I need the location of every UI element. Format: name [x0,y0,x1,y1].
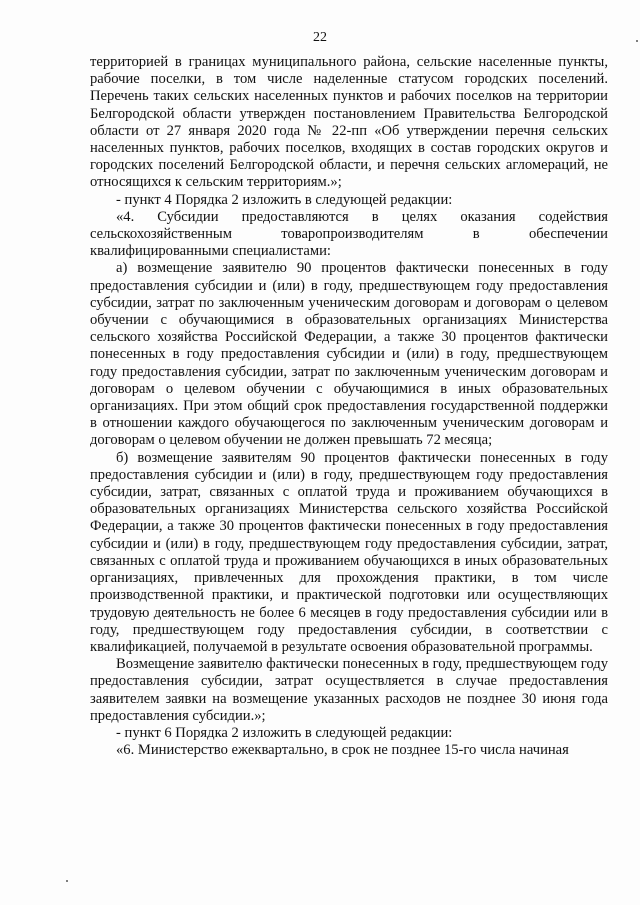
page-number: 22 [313,30,327,45]
paragraph-amend-item-6: - пункт 6 Порядка 2 изложить в следующей редакции: [116,724,453,741]
scan-speck [66,880,68,882]
paragraph-reimbursement: Возмещение заявителю фактически понесенных в году, предшествующем году предоставления субсидии, затрат осуществляется в случае предоставления заявителем заявки на возмещение указанных расходов не позднее 30 июня года предоставления субсидии.»; [90,656,608,724]
paragraph-item-4: «4. Субсидии предоставляются в целях оказания содействия сельскохозяйственным товаропроизводителям в обеспечении квалифицированными специалистами: [90,208,608,260]
paragraph-amend-item-4: - пункт 4 Порядка 2 изложить в следующей редакции: [116,191,453,208]
paragraph-item-6: «6. Министерство ежеквартально, в срок не позднее 15-го числа начиная [116,742,569,759]
document-body [90,54,608,759]
paragraph-continuation: территорией в границах муниципального района, сельские населенные пункты, рабочие поселки, в том числе наделенные статусом городских поселений. Перечень таких сельских населенных пунктов и рабочих поселков на территории Белгородской области утвержден постановлением Правительства Белгородской области от 27 января 2020 года № 22-пп «Об утверждении перечня сельских населенных пунктов, рабочих поселков, входящих в состав городских округов и городских поселений Белгородской области, и перечня сельских агломераций, не относящихся к сельским территориям.»; [90,54,608,191]
paragraph-subitem-a: а) возмещение заявителю 90 процентов фактически понесенных в году предоставления субсидии и (или) в году, предшествующем году предоставления субсидии, затрат по заключенным ученическим договорам и договорам о целевом обучении с обучающимися в образовательных организациях Министерства сельского хозяйства Российской Федерации, а также 30 процентов фактически понесенных в году предоставления субсидии и (или) в году, предшествующем году предоставления субсидии, затрат по заключенным ученическим договорам и договорам о целевом обучении с обучающимися в иных образовательных организациях. При этом общий срок предоставления государственной поддержки в отношении каждого обучающегося по заключенным ученическим договорам и договорам о целевом обучении не должен превышать 72 месяца; [90,260,608,449]
scan-speck [636,40,638,42]
paragraph-subitem-b: б) возмещение заявителям 90 процентов фактически понесенных в году предоставления субсидии и (или) в году, предшествующем году предоставления субсидии, затрат, связанных с оплатой труда и проживанием обучающихся в образовательных организациях Министерства сельского хозяйства Российской Федерации, а также 30 процентов фактически понесенных в году предоставления субсидии и (или) в году, предшествующем году предоставления субсидии, затрат, связанных с оплатой труда и проживанием обучающихся в иных образовательных организациях, привлеченных для прохождения практики, в том числе производственной практики, и практической подготовки или осуществляющих трудовую деятельность не более 6 месяцев в году предоставления субсидии или в году, предшествующем году предоставления субсидии, в соответствии с квалификацией, получаемой в результате освоения образовательной программы. [90,449,608,655]
